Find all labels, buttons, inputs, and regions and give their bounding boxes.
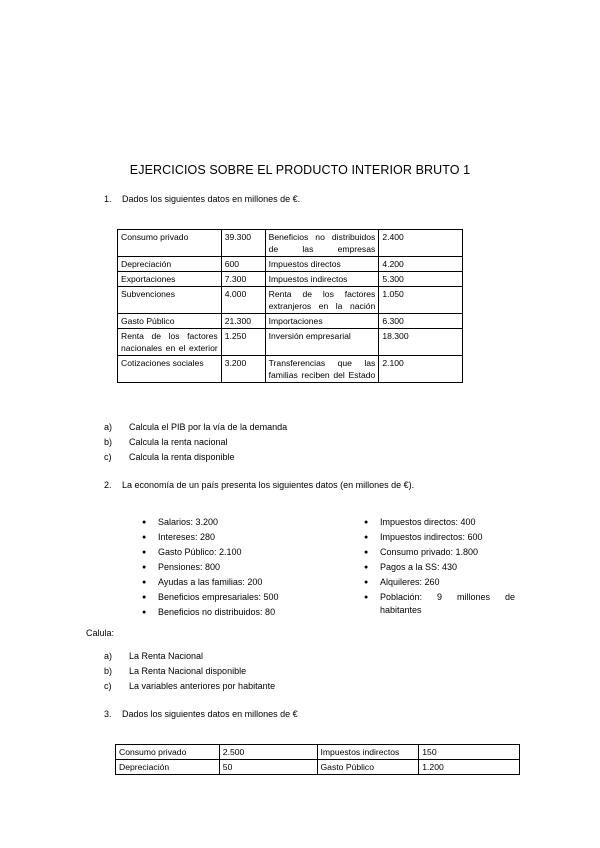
table-cell-value: 7.300 bbox=[221, 272, 265, 287]
list-item-text: Impuestos directos: 400 bbox=[380, 517, 476, 527]
bullet-icon: ● bbox=[364, 549, 369, 556]
table-row bbox=[118, 329, 463, 356]
list-item-text: La Renta Nacional bbox=[129, 651, 204, 661]
table-cell-label: Impuestos indirectos bbox=[265, 272, 379, 287]
bullet-icon: ● bbox=[142, 519, 147, 526]
list-item-text: Calcula el PIB por la vía de la demanda bbox=[129, 422, 288, 432]
list-item bbox=[360, 590, 515, 617]
table-cell-value: 150 bbox=[419, 745, 520, 760]
list-item bbox=[360, 560, 515, 575]
bullet-icon: ● bbox=[364, 519, 369, 526]
list-item-text: Salarios: 3.200 bbox=[158, 517, 219, 527]
list-item bbox=[360, 545, 515, 560]
table-cell-label: Inversión empresarial bbox=[265, 329, 379, 356]
table-cell-value: 1.050 bbox=[379, 287, 463, 314]
exercise-1-intro: Dados los siguientes datos en millones de €. bbox=[122, 194, 301, 204]
list-item bbox=[360, 530, 515, 545]
table-cell-label: Transferencias que las familias reciben del Estado bbox=[265, 356, 379, 383]
table-cell-value: 2.100 bbox=[379, 356, 463, 383]
table-cell-label: Renta de los factores extranjeros en la nación bbox=[265, 287, 379, 314]
table-cell-label: Gasto Público bbox=[118, 314, 222, 329]
table-row bbox=[116, 745, 520, 760]
list-item bbox=[360, 575, 515, 590]
list-marker: a) bbox=[104, 422, 113, 432]
exercise-1-questions bbox=[104, 420, 287, 465]
table-cell-label: Impuestos directos bbox=[265, 257, 379, 272]
table-cell-value: 2.500 bbox=[219, 745, 317, 760]
list-item bbox=[104, 664, 275, 679]
list-item bbox=[138, 605, 338, 620]
list-item bbox=[360, 515, 515, 530]
bullet-icon: ● bbox=[364, 564, 369, 571]
table-row bbox=[116, 760, 520, 775]
list-marker: a) bbox=[104, 651, 113, 661]
exercise-3-table bbox=[115, 744, 520, 775]
table-cell-label: Cotizaciones sociales bbox=[118, 356, 222, 383]
table-cell-value: 600 bbox=[221, 257, 265, 272]
list-item bbox=[138, 530, 338, 545]
bullet-icon: ● bbox=[364, 594, 369, 601]
table-row bbox=[118, 257, 463, 272]
list-marker: c) bbox=[104, 452, 112, 462]
table-row bbox=[118, 287, 463, 314]
list-item-text: Beneficios no distribuidos: 80 bbox=[158, 607, 276, 617]
table-cell-label: Subvenciones bbox=[118, 287, 222, 314]
exercise-2-questions bbox=[104, 649, 275, 694]
table-cell-label: Impuestos indirectos bbox=[317, 745, 419, 760]
table-cell-label: Consumo privado bbox=[118, 230, 222, 257]
bullet-icon: ● bbox=[142, 564, 147, 571]
bullet-icon: ● bbox=[142, 549, 147, 556]
list-item bbox=[104, 679, 275, 694]
list-item bbox=[138, 515, 338, 530]
exercise-2-right-list bbox=[360, 515, 515, 617]
table-cell-value: 39.300 bbox=[221, 230, 265, 257]
table-cell-value: 3.200 bbox=[221, 356, 265, 383]
exercise-3-number: 3. bbox=[104, 709, 112, 719]
list-item-text: Intereses: 280 bbox=[158, 532, 216, 542]
page-title: EJERCICIOS SOBRE EL PRODUCTO INTERIOR BRUTO 1 bbox=[129, 163, 471, 177]
list-item bbox=[138, 575, 338, 590]
list-marker: b) bbox=[104, 437, 113, 447]
list-item-text: Pensiones: 800 bbox=[158, 562, 221, 572]
exercise-2-number: 2. bbox=[104, 480, 112, 490]
list-item-text: Beneficios empresariales: 500 bbox=[158, 592, 279, 602]
list-item-text: Alquileres: 260 bbox=[380, 577, 440, 587]
table-cell-label: Exportaciones bbox=[118, 272, 222, 287]
table-cell-label: Renta de los factores nacionales en el exterior bbox=[118, 329, 222, 356]
bullet-icon: ● bbox=[364, 534, 369, 541]
exercise-2-intro: La economía de un país presenta los siguientes datos (en millones de €). bbox=[122, 480, 415, 490]
list-item-text: Consumo privado: 1.800 bbox=[380, 547, 479, 557]
list-item-text: Población: 9 millones de habitantes bbox=[380, 592, 515, 615]
table-cell-value: 1.200 bbox=[419, 760, 520, 775]
bullet-icon: ● bbox=[142, 609, 147, 616]
table-cell-label: Consumo privado bbox=[116, 745, 220, 760]
table-cell-value: 4.200 bbox=[379, 257, 463, 272]
bullet-icon: ● bbox=[142, 534, 147, 541]
calc-label: Calula: bbox=[86, 628, 115, 638]
list-item-text: Calcula la renta nacional bbox=[129, 437, 228, 447]
exercise-1-number: 1. bbox=[104, 194, 112, 204]
list-item bbox=[138, 560, 338, 575]
exercise-1-table bbox=[117, 229, 463, 383]
exercise-3-intro: Dados los siguientes datos en millones de € bbox=[122, 709, 298, 719]
list-marker: b) bbox=[104, 666, 113, 676]
table-cell-value: 6.300 bbox=[379, 314, 463, 329]
table-cell-value: 2.400 bbox=[379, 230, 463, 257]
table-cell-value: 18.300 bbox=[379, 329, 463, 356]
bullet-icon: ● bbox=[142, 594, 147, 601]
table-cell-label: Beneficios no distribuidos de las empresas bbox=[265, 230, 379, 257]
table-cell-value: 4.000 bbox=[221, 287, 265, 314]
list-item bbox=[104, 649, 275, 664]
list-item bbox=[138, 590, 338, 605]
list-item-text: Gasto Público: 2.100 bbox=[158, 547, 242, 557]
list-item-text: Calcula la renta disponible bbox=[129, 452, 235, 462]
table-cell-value: 50 bbox=[219, 760, 317, 775]
list-item bbox=[104, 420, 287, 435]
table-row bbox=[118, 272, 463, 287]
list-item-text: La Renta Nacional disponible bbox=[129, 666, 247, 676]
table-cell-label: Depreciación bbox=[116, 760, 220, 775]
table-cell-value: 1.250 bbox=[221, 329, 265, 356]
list-item-text: Pagos a la SS: 430 bbox=[380, 562, 458, 572]
table-cell-value: 21.300 bbox=[221, 314, 265, 329]
table-cell-value: 5.300 bbox=[379, 272, 463, 287]
list-item bbox=[104, 435, 287, 450]
bullet-icon: ● bbox=[364, 579, 369, 586]
list-item-text: La variables anteriores por habitante bbox=[129, 681, 276, 691]
list-item-text: Impuestos indirectos: 600 bbox=[380, 532, 483, 542]
table-cell-label: Depreciación bbox=[118, 257, 222, 272]
table-cell-label: Importaciones bbox=[265, 314, 379, 329]
table-cell-label: Gasto Público bbox=[317, 760, 419, 775]
bullet-icon: ● bbox=[142, 579, 147, 586]
list-marker: c) bbox=[104, 681, 112, 691]
table-row bbox=[118, 314, 463, 329]
table-row bbox=[118, 230, 463, 257]
list-item-text: Ayudas a las familias: 200 bbox=[158, 577, 263, 587]
table-row bbox=[118, 356, 463, 383]
list-item bbox=[104, 450, 287, 465]
list-item bbox=[138, 545, 338, 560]
exercise-2-left-list bbox=[138, 515, 338, 620]
